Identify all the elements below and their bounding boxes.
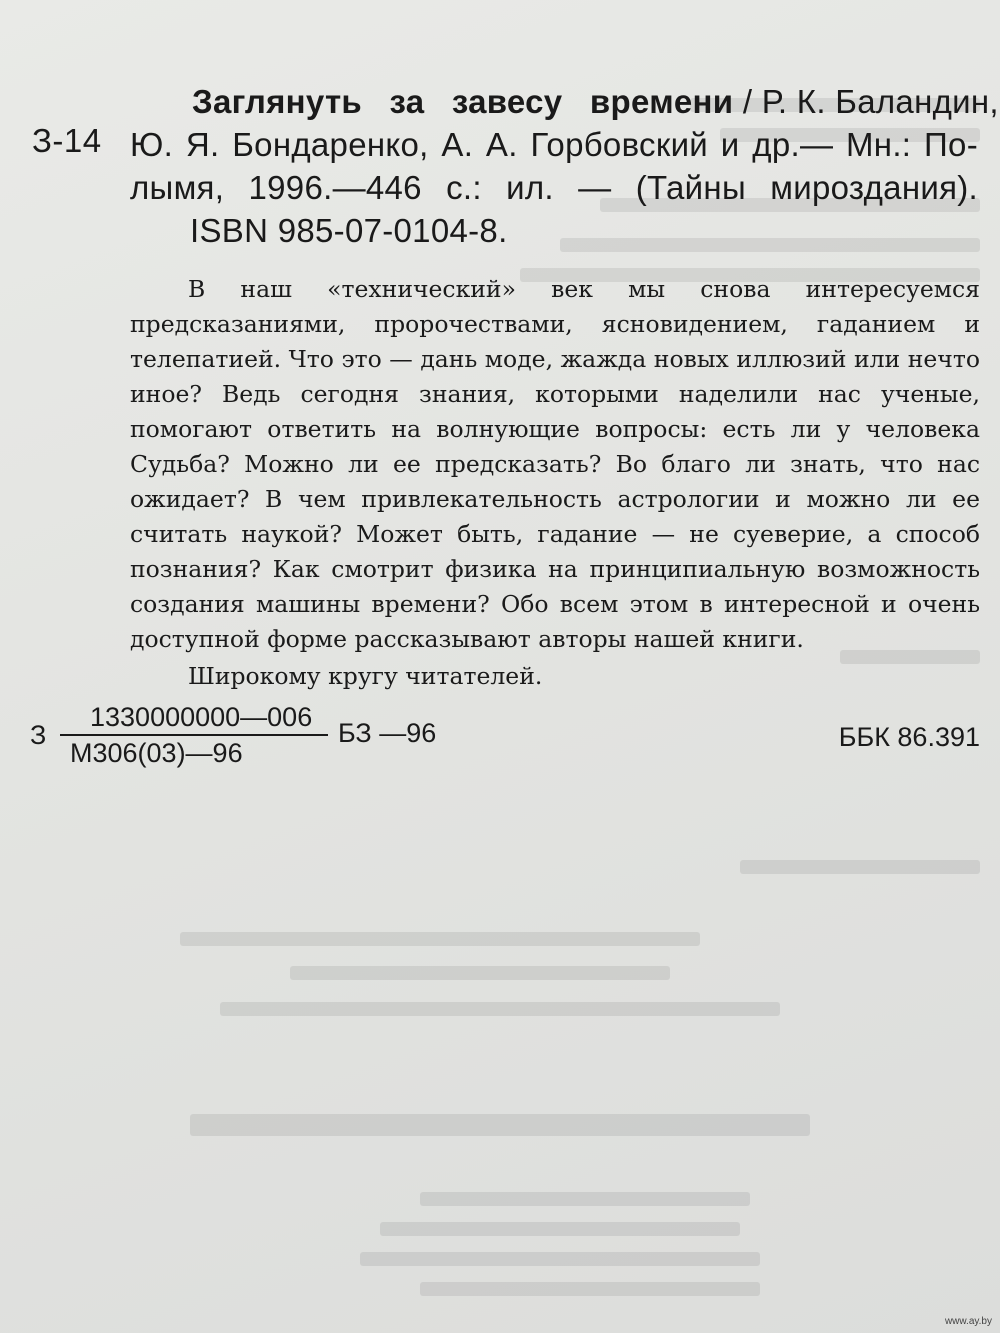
- bibliographic-record: [130, 80, 999, 252]
- fraction-numerator: 1330000000—006: [60, 700, 328, 736]
- book-title: Заглянуть за завесу времени: [192, 83, 734, 120]
- annotation: [130, 272, 980, 694]
- bbk-code: ББК 86.391: [838, 722, 980, 752]
- fraction-denominator: М306(03)—96: [70, 738, 243, 768]
- biblio-line-3: лымя, 1996.—446 с.: ил. — (Тайны мироздания).: [130, 169, 978, 206]
- biblio-line-2: Ю. Я. Бондаренко, А. А. Горбовский и др.— Мн.: По-: [130, 126, 978, 163]
- biblio-line-1: [130, 80, 999, 123]
- bz-code: БЗ —96: [338, 718, 437, 748]
- catalog-code: З-14: [32, 122, 102, 159]
- classification-block: [30, 700, 980, 770]
- classification-letter: З: [30, 720, 47, 750]
- annotation-text: В наш «технический» век мы снова интересуемся предсказаниями, пророчествами, ясновидением, гаданием и телепатией. Что это — дань моде, жажда новых иллюзий или нечто иное? Ведь сегодня знания, которыми наделили нас ученые, помогают ответить на волнующие вопросы: есть ли у человека Судьба? Можно ли ее предсказать? Во благо ли знать, что нас ожидает? В чем привлекательность астрологии и можно ли ее считать наукой? Может быть, гадание — не суеверие, а способ познания? Как смотрит физика на принципиальную возможность создания машины времени? Обо всем этом в интересной и очень доступной форме рассказывают авторы нашей книги.: [130, 275, 980, 653]
- authors-start: / Р. К. Баландин,: [742, 83, 999, 120]
- isbn: ISBN 985-07-0104-8.: [190, 212, 508, 249]
- audience-note: Широкому кругу читателей.: [188, 662, 543, 690]
- site-watermark: www.ay.by: [944, 1316, 992, 1327]
